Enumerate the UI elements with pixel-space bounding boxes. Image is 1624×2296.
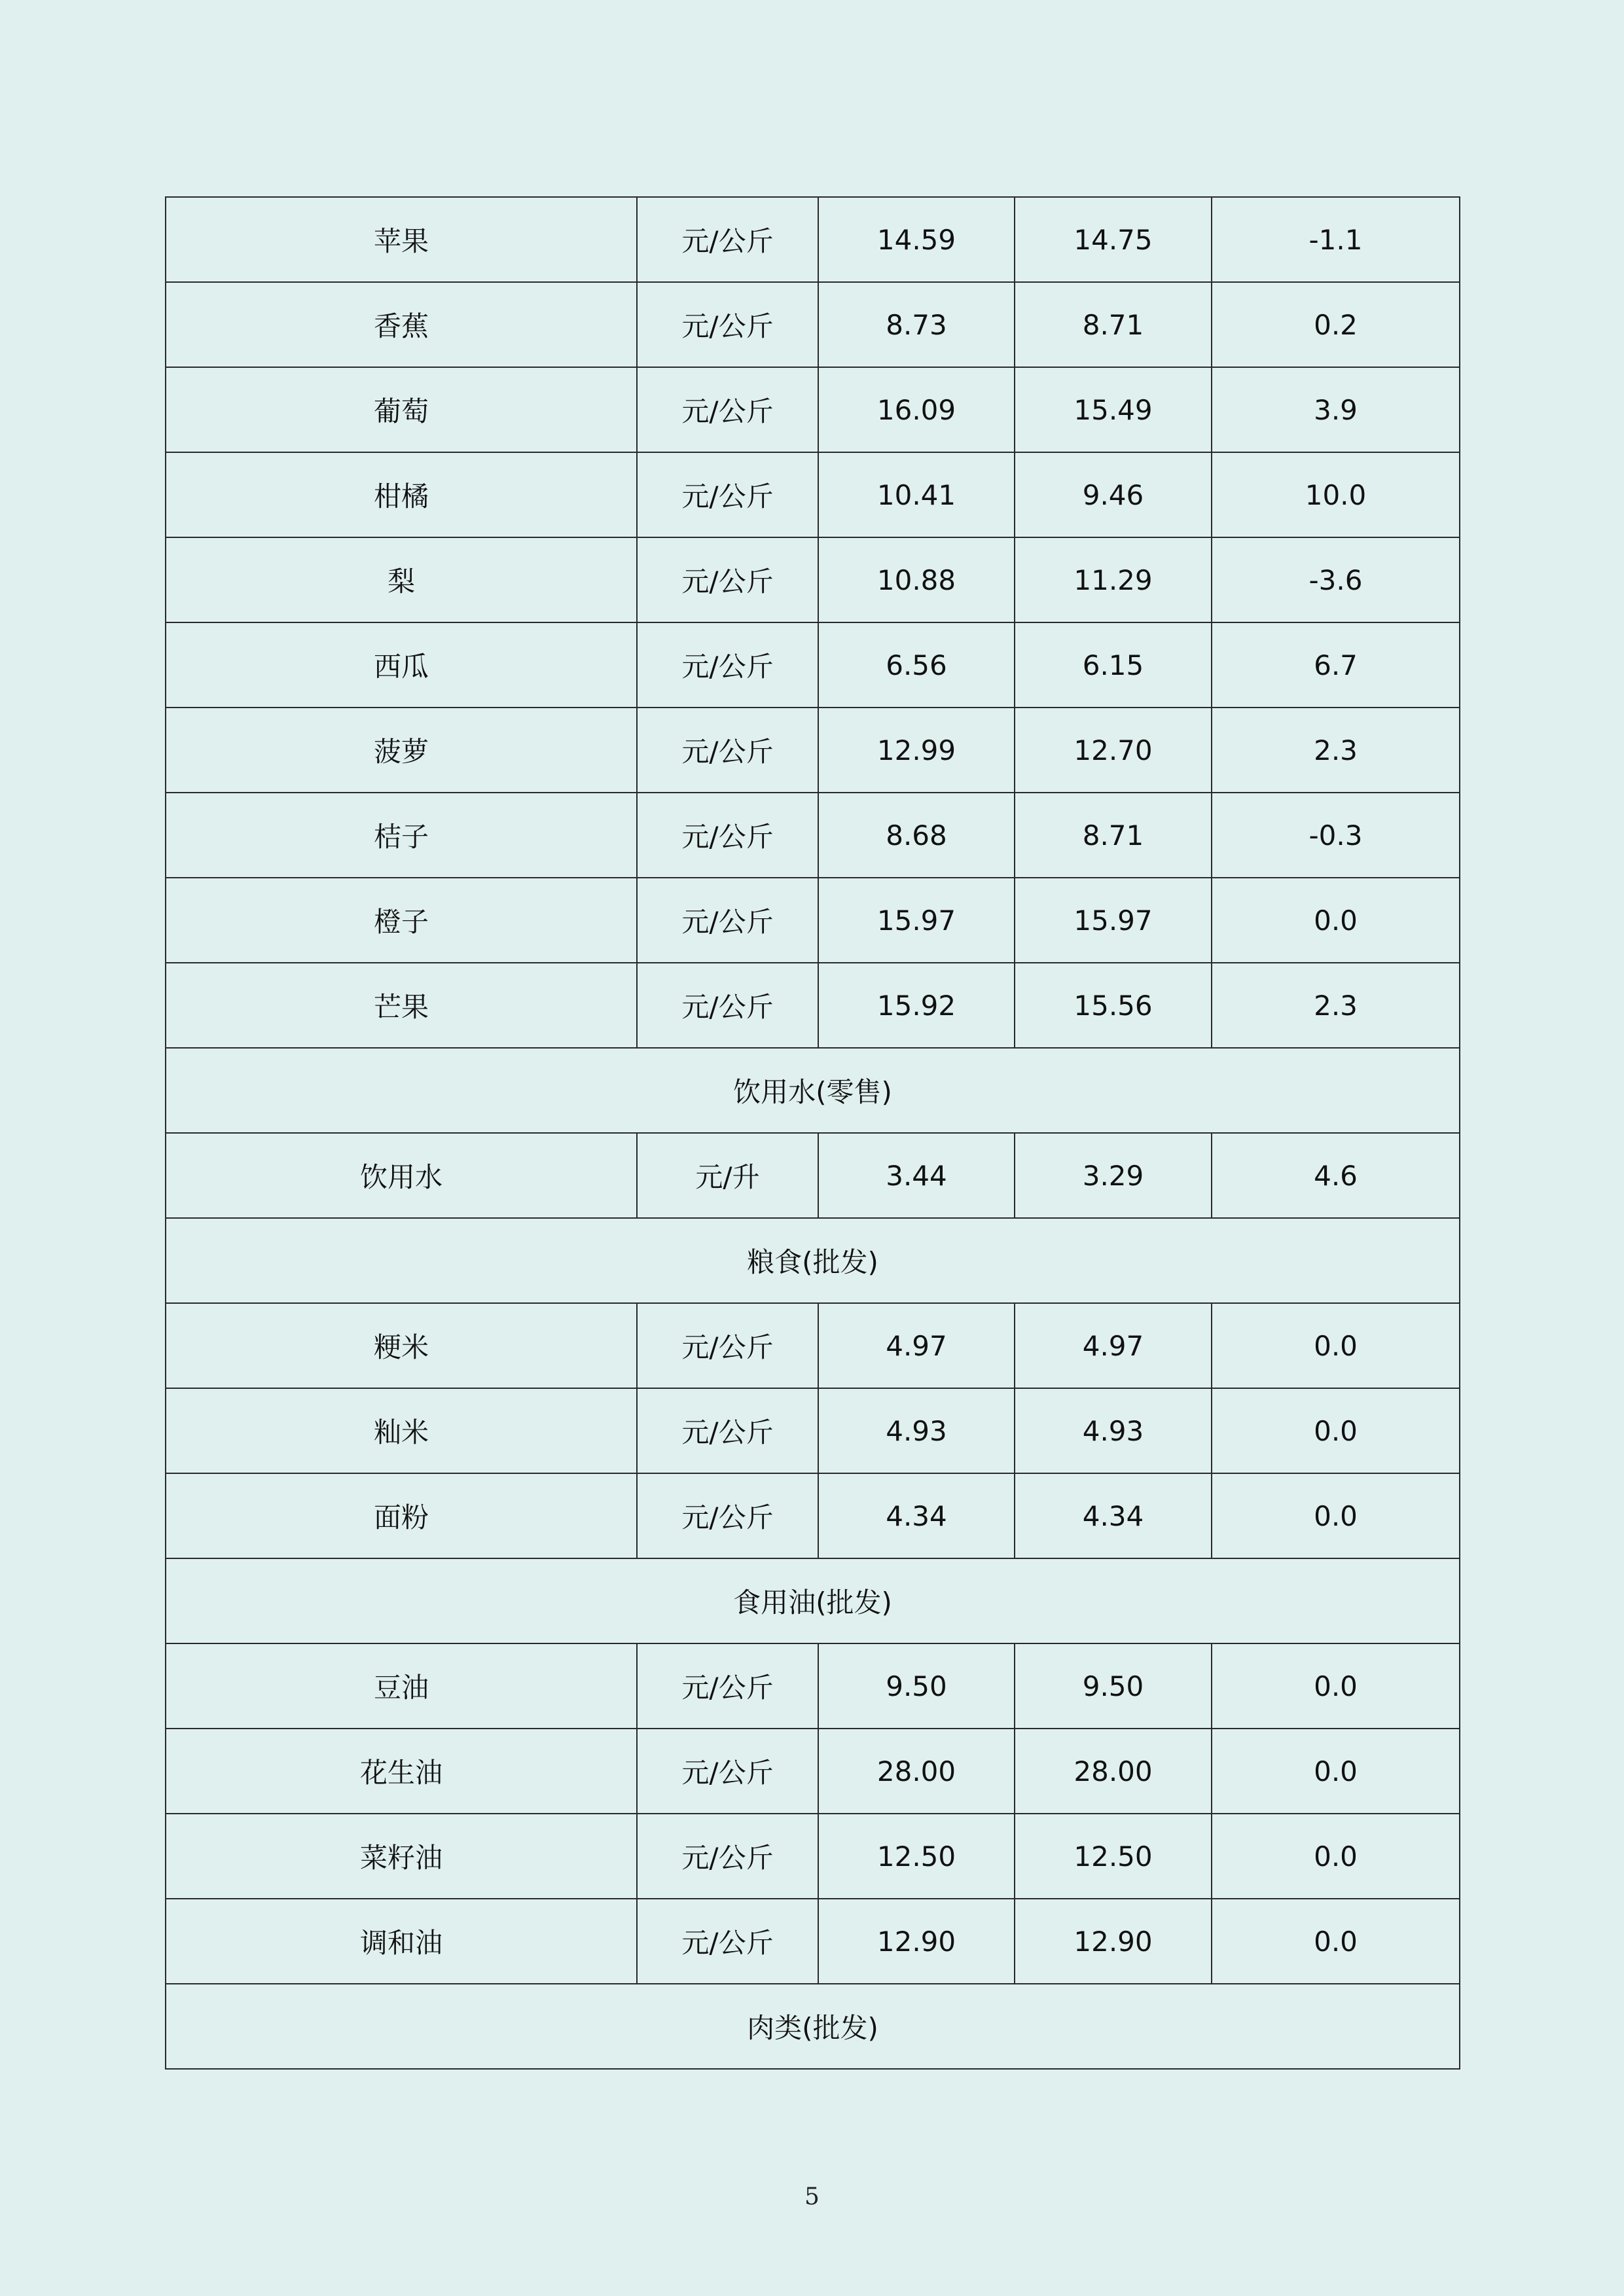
price-change: -3.6 bbox=[1212, 537, 1460, 622]
table-row bbox=[166, 1729, 1460, 1814]
item-name: 橙子 bbox=[166, 878, 637, 963]
item-unit: 元/公斤 bbox=[637, 1729, 818, 1814]
item-unit: 元/公斤 bbox=[637, 1643, 818, 1729]
item-name: 芒果 bbox=[166, 963, 637, 1048]
price-change: 0.0 bbox=[1212, 1899, 1460, 1984]
price-change: 0.0 bbox=[1212, 1643, 1460, 1729]
current-price: 4.97 bbox=[818, 1303, 1015, 1388]
previous-price: 8.71 bbox=[1015, 793, 1212, 878]
current-price: 4.93 bbox=[818, 1388, 1015, 1473]
previous-price: 4.34 bbox=[1015, 1473, 1212, 1558]
table-row bbox=[166, 367, 1460, 452]
previous-price: 12.70 bbox=[1015, 708, 1212, 793]
category-row bbox=[166, 1558, 1460, 1643]
item-unit: 元/公斤 bbox=[637, 1899, 818, 1984]
price-change: 0.0 bbox=[1212, 1814, 1460, 1899]
current-price: 4.34 bbox=[818, 1473, 1015, 1558]
current-price: 15.92 bbox=[818, 963, 1015, 1048]
current-price: 6.56 bbox=[818, 622, 1015, 708]
price-change: 3.9 bbox=[1212, 367, 1460, 452]
category-label: 饮用水(零售) bbox=[166, 1048, 1460, 1133]
item-name: 柑橘 bbox=[166, 452, 637, 537]
previous-price: 15.56 bbox=[1015, 963, 1212, 1048]
price-change: 0.0 bbox=[1212, 1388, 1460, 1473]
current-price: 15.97 bbox=[818, 878, 1015, 963]
item-name: 面粉 bbox=[166, 1473, 637, 1558]
current-price: 12.50 bbox=[818, 1814, 1015, 1899]
previous-price: 3.29 bbox=[1015, 1133, 1212, 1218]
previous-price: 9.50 bbox=[1015, 1643, 1212, 1729]
table-row bbox=[166, 1643, 1460, 1729]
previous-price: 15.49 bbox=[1015, 367, 1212, 452]
category-label: 食用油(批发) bbox=[166, 1558, 1460, 1643]
item-unit: 元/公斤 bbox=[637, 452, 818, 537]
current-price: 8.68 bbox=[818, 793, 1015, 878]
previous-price: 6.15 bbox=[1015, 622, 1212, 708]
current-price: 12.99 bbox=[818, 708, 1015, 793]
item-name: 调和油 bbox=[166, 1899, 637, 1984]
current-price: 3.44 bbox=[818, 1133, 1015, 1218]
item-name: 梨 bbox=[166, 537, 637, 622]
item-name: 葡萄 bbox=[166, 367, 637, 452]
price-change: 2.3 bbox=[1212, 708, 1460, 793]
previous-price: 11.29 bbox=[1015, 537, 1212, 622]
item-unit: 元/公斤 bbox=[637, 537, 818, 622]
previous-price: 8.71 bbox=[1015, 282, 1212, 367]
table-row bbox=[166, 963, 1460, 1048]
table-row bbox=[166, 537, 1460, 622]
current-price: 28.00 bbox=[818, 1729, 1015, 1814]
previous-price: 14.75 bbox=[1015, 197, 1212, 282]
table-row bbox=[166, 1133, 1460, 1218]
previous-price: 28.00 bbox=[1015, 1729, 1212, 1814]
item-unit: 元/公斤 bbox=[637, 878, 818, 963]
table-row bbox=[166, 282, 1460, 367]
category-row bbox=[166, 1048, 1460, 1133]
price-table bbox=[165, 196, 1460, 2070]
table-row bbox=[166, 708, 1460, 793]
item-name: 西瓜 bbox=[166, 622, 637, 708]
category-label: 粮食(批发) bbox=[166, 1218, 1460, 1303]
item-name: 菠萝 bbox=[166, 708, 637, 793]
table-row bbox=[166, 622, 1460, 708]
item-name: 饮用水 bbox=[166, 1133, 637, 1218]
item-name: 花生油 bbox=[166, 1729, 637, 1814]
category-row bbox=[166, 1218, 1460, 1303]
item-unit: 元/公斤 bbox=[637, 1303, 818, 1388]
item-name: 豆油 bbox=[166, 1643, 637, 1729]
price-change: 0.0 bbox=[1212, 1473, 1460, 1558]
table-row bbox=[166, 1899, 1460, 1984]
table-row bbox=[166, 793, 1460, 878]
price-change: 2.3 bbox=[1212, 963, 1460, 1048]
price-change: 0.2 bbox=[1212, 282, 1460, 367]
previous-price: 9.46 bbox=[1015, 452, 1212, 537]
price-change: 10.0 bbox=[1212, 452, 1460, 537]
item-unit: 元/公斤 bbox=[637, 793, 818, 878]
current-price: 16.09 bbox=[818, 367, 1015, 452]
table-row bbox=[166, 1473, 1460, 1558]
item-name: 粳米 bbox=[166, 1303, 637, 1388]
price-change: 4.6 bbox=[1212, 1133, 1460, 1218]
item-name: 籼米 bbox=[166, 1388, 637, 1473]
price-change: -0.3 bbox=[1212, 793, 1460, 878]
table-row bbox=[166, 1303, 1460, 1388]
item-unit: 元/公斤 bbox=[637, 1388, 818, 1473]
item-unit: 元/公斤 bbox=[637, 963, 818, 1048]
price-change: 0.0 bbox=[1212, 1729, 1460, 1814]
table-row bbox=[166, 452, 1460, 537]
price-change: 0.0 bbox=[1212, 1303, 1460, 1388]
item-name: 香蕉 bbox=[166, 282, 637, 367]
previous-price: 4.97 bbox=[1015, 1303, 1212, 1388]
price-change: 6.7 bbox=[1212, 622, 1460, 708]
table-row bbox=[166, 1814, 1460, 1899]
current-price: 14.59 bbox=[818, 197, 1015, 282]
item-unit: 元/公斤 bbox=[637, 197, 818, 282]
item-unit: 元/公斤 bbox=[637, 1814, 818, 1899]
previous-price: 15.97 bbox=[1015, 878, 1212, 963]
item-name: 菜籽油 bbox=[166, 1814, 637, 1899]
price-change: -1.1 bbox=[1212, 197, 1460, 282]
category-row bbox=[166, 1984, 1460, 2069]
current-price: 8.73 bbox=[818, 282, 1015, 367]
page-number: 5 bbox=[804, 2183, 820, 2210]
item-name: 苹果 bbox=[166, 197, 637, 282]
table-row bbox=[166, 197, 1460, 282]
category-label: 肉类(批发) bbox=[166, 1984, 1460, 2069]
price-change: 0.0 bbox=[1212, 878, 1460, 963]
item-unit: 元/公斤 bbox=[637, 367, 818, 452]
table-row bbox=[166, 878, 1460, 963]
previous-price: 4.93 bbox=[1015, 1388, 1212, 1473]
current-price: 10.88 bbox=[818, 537, 1015, 622]
table-row bbox=[166, 1388, 1460, 1473]
item-unit: 元/公斤 bbox=[637, 622, 818, 708]
previous-price: 12.50 bbox=[1015, 1814, 1212, 1899]
current-price: 9.50 bbox=[818, 1643, 1015, 1729]
item-unit: 元/升 bbox=[637, 1133, 818, 1218]
item-name: 桔子 bbox=[166, 793, 637, 878]
item-unit: 元/公斤 bbox=[637, 1473, 818, 1558]
current-price: 12.90 bbox=[818, 1899, 1015, 1984]
previous-price: 12.90 bbox=[1015, 1899, 1212, 1984]
item-unit: 元/公斤 bbox=[637, 282, 818, 367]
current-price: 10.41 bbox=[818, 452, 1015, 537]
item-unit: 元/公斤 bbox=[637, 708, 818, 793]
